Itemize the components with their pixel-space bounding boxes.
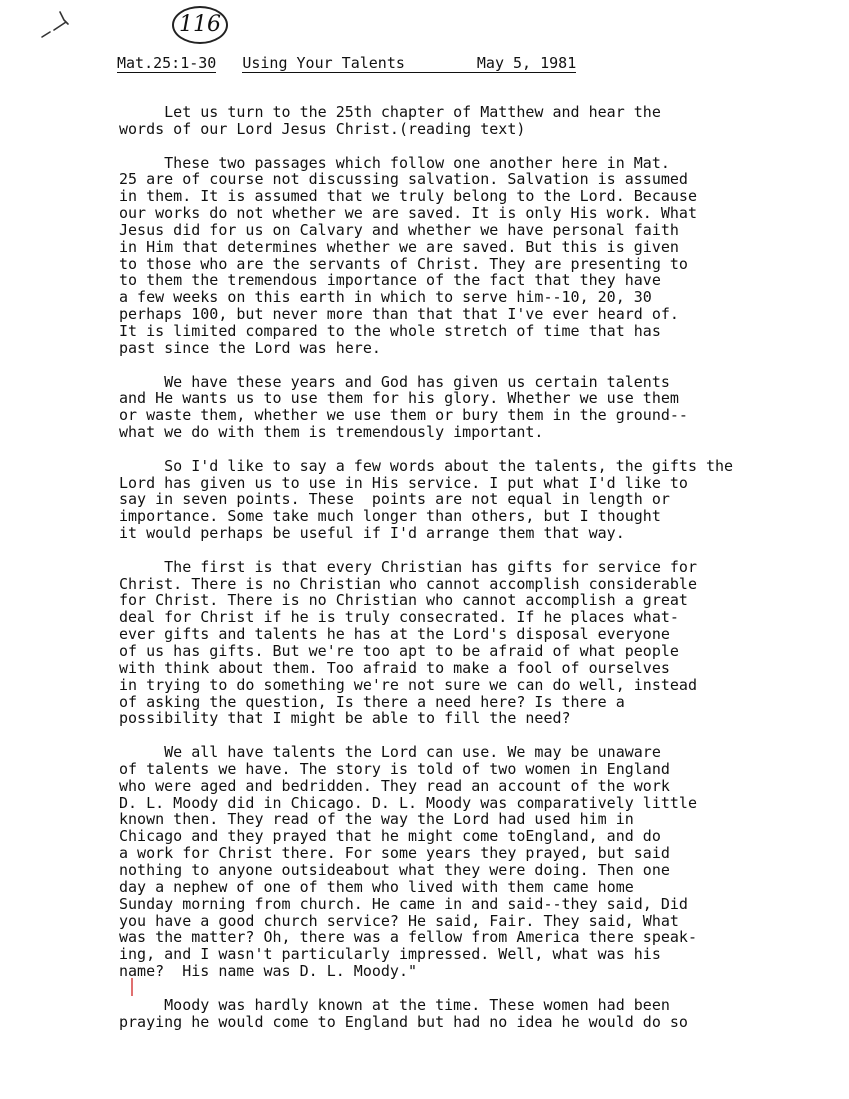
text-line: day a nephew of one of them who lived with them came home bbox=[119, 877, 634, 896]
text-line: importance. Some take much longer than others, but I thought bbox=[119, 507, 661, 526]
page-number: 116 bbox=[172, 6, 228, 44]
text-line: name? His name was D. L. Moody." bbox=[119, 962, 418, 981]
text-line: These two passages which follow one another here in Mat. bbox=[119, 153, 670, 172]
text-line: of talents we have. The story is told of two women in England bbox=[119, 759, 670, 778]
document-header bbox=[117, 54, 657, 73]
text-line: with think about them. Too afraid to make a fool of ourselves bbox=[119, 658, 670, 677]
text-line: D. L. Moody did in Chicago. D. L. Moody was comparatively little bbox=[119, 793, 697, 812]
text-line: Let us turn to the 25th chapter of Matthew and hear the bbox=[119, 103, 661, 121]
text-line: 25 are of course not discussing salvation. Salvation is assumed bbox=[119, 170, 688, 189]
text-line: a few weeks on this earth in which to serve him--10, 20, 30 bbox=[119, 288, 652, 307]
text-line: a work for Christ there. For some years they prayed, but said bbox=[119, 844, 670, 863]
paragraph bbox=[119, 997, 849, 1031]
text-line: past since the Lord was here. bbox=[119, 338, 381, 357]
text-line: Chicago and they prayed that he might come toEngland, and do bbox=[119, 827, 661, 846]
paragraph bbox=[119, 104, 849, 138]
text-line: So I'd like to say a few words about the talents, the gifts the bbox=[119, 456, 734, 475]
text-line: in Him that determines whether we are saved. But this is given bbox=[119, 237, 679, 256]
text-line: what we do with them is tremendously important. bbox=[119, 423, 544, 442]
text-line: deal for Christ if he is truly consecrated. If he places what- bbox=[119, 608, 679, 627]
text-line: and He wants us to use them for his glory. Whether we use them bbox=[119, 389, 679, 408]
paragraph bbox=[119, 458, 849, 542]
text-line: it would perhaps be useful if I'd arrange them that way. bbox=[119, 524, 625, 543]
text-line: words of our Lord Jesus Christ.(reading text) bbox=[119, 119, 526, 138]
text-line: to them the tremendous importance of the fact that they have bbox=[119, 271, 661, 290]
sermon-title: Using Your Talents bbox=[242, 54, 475, 73]
text-line: say in seven points. These points are not equal in length or bbox=[119, 490, 670, 509]
text-line: in trying to do something we're not sure we can do well, instead bbox=[119, 675, 697, 694]
paragraph bbox=[119, 374, 849, 441]
text-line: our works do not whether we are saved. It is only His work. What bbox=[119, 204, 697, 223]
text-line: The first is that every Christian has gifts for service for bbox=[119, 557, 697, 576]
scripture-reference: Mat.25:1-30 bbox=[117, 54, 217, 72]
paragraph bbox=[119, 744, 849, 980]
text-line: you have a good church service? He said, Fair. They said, What bbox=[119, 911, 679, 930]
text-line: Christ. There is no Christian who cannot accomplish considerable bbox=[119, 574, 697, 593]
text-line: for Christ. There is no Christian who cannot accomplish a great bbox=[119, 591, 688, 610]
text-line: perhaps 100, but never more than that that I've ever heard of. bbox=[119, 305, 679, 324]
text-line: possibility that I might be able to fill the need? bbox=[119, 709, 571, 728]
text-line: It is limited compared to the whole stretch of time that has bbox=[119, 321, 661, 340]
sermon-date: May 5, 1981 bbox=[476, 54, 577, 72]
paragraph bbox=[119, 559, 849, 727]
sermon-body bbox=[119, 104, 849, 1047]
text-line: of asking the question, Is there a need here? Is there a bbox=[119, 692, 625, 711]
text-line: of us has gifts. But we're too apt to be afraid of what people bbox=[119, 642, 679, 660]
text-line: nothing to anyone outsideabout what they were doing. Then one bbox=[119, 860, 670, 879]
paragraph bbox=[119, 155, 849, 357]
text-line: Jesus did for us on Calvary and whether we have personal faith bbox=[119, 220, 679, 239]
text-line: praying he would come to England but had no idea he would do so bbox=[119, 1012, 688, 1031]
text-line: Sunday morning from church. He came in and said--they said, Did bbox=[119, 894, 688, 913]
text-line: to those who are the servants of Christ. They are presenting to bbox=[119, 254, 688, 273]
text-line: known then. They read of the way the Lord had used him in bbox=[119, 810, 634, 829]
pen-mark-icon bbox=[40, 10, 76, 40]
text-line: ing, and I wasn't particularly impressed. Well, what was his bbox=[119, 945, 661, 964]
text-line: We have these years and God has given us certain talents bbox=[119, 372, 670, 391]
text-line: ever gifts and talents he has at the Lord's disposal everyone bbox=[119, 625, 670, 644]
text-line: who were aged and bedridden. They read an account of the work bbox=[119, 776, 670, 795]
text-line: We all have talents the Lord can use. We may be unaware bbox=[119, 743, 661, 762]
text-line: Moody was hardly known at the time. These women had been bbox=[119, 995, 670, 1014]
text-line: was the matter? Oh, there was a fellow from America there speak- bbox=[119, 928, 697, 947]
text-line: Lord has given us to use in His service. I put what I'd like to bbox=[119, 473, 688, 492]
text-line: in them. It is assumed that we truly belong to the Lord. Because bbox=[119, 187, 697, 206]
text-line: or waste them, whether we use them or bury them in the ground-- bbox=[119, 406, 688, 425]
